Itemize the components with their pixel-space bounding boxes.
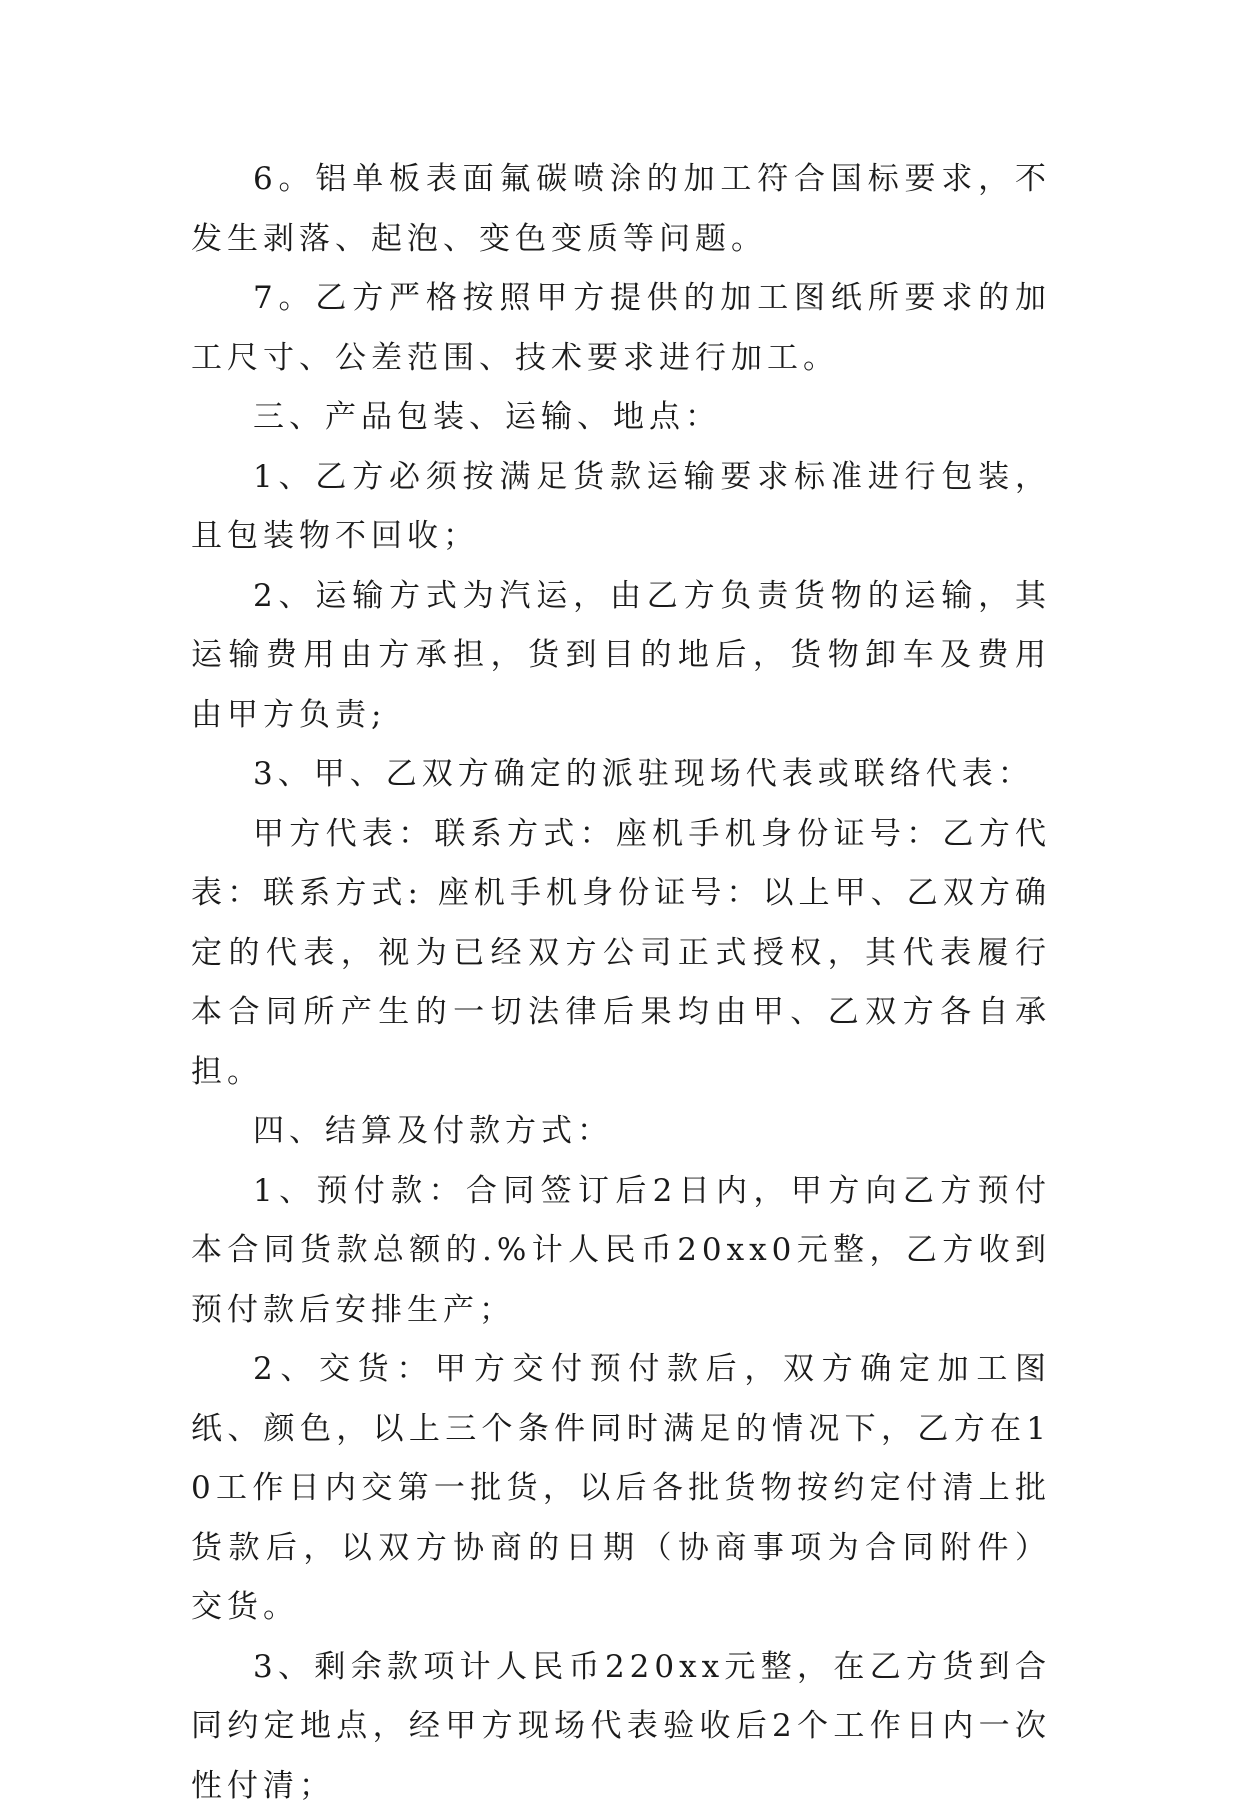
- clause-6-coating: 6。铝单板表面氟碳喷涂的加工符合国标要求，不发生剥落、起泡、变色变质等问题。: [191, 150, 1051, 269]
- clause-delivery: 2、交货：甲方交付预付款后，双方确定加工图纸、颜色，以上三个条件同时满足的情况下，乙方在10工作日内交第一批货，以后各批货物按约定付清上批货款后，以双方协商的日期（协商事项为合同附件）交货。: [191, 1340, 1051, 1638]
- clause-7-drawings: 7。乙方严格按照甲方提供的加工图纸所要求的加工尺寸、公差范围、技术要求进行加工。: [191, 269, 1051, 388]
- clause-prepayment: 1、预付款：合同签订后2日内，甲方向乙方预付本合同货款总额的.%计人民币20xx0元整，乙方收到预付款后安排生产；: [191, 1162, 1051, 1341]
- clause-representatives: 3、甲、乙双方确定的派驻现场代表或联络代表：: [191, 745, 1051, 805]
- clause-remaining-payment: 3、剩余款项计人民币220xx元整，在乙方货到合同约定地点，经甲方现场代表验收后2个工作日内一次性付清；: [191, 1638, 1051, 1816]
- representatives-details: 甲方代表：联系方式：座机手机身份证号：乙方代表：联系方式: 座机手机身份证号：以上甲、乙双方确定的代表，视为已经双方公司正式授权，其代表履行本合同所产生的一切法律后果均由甲、乙双方各自承担。: [191, 805, 1051, 1103]
- section-3-heading: 三、产品包装、运输、地点：: [191, 388, 1051, 448]
- clause-packaging: 1、乙方必须按满足货款运输要求标准进行包装，且包装物不回收；: [191, 448, 1051, 567]
- document-body: [191, 150, 1051, 1816]
- clause-transport: 2、运输方式为汽运，由乙方负责货物的运输，其运输费用由方承担，货到目的地后，货物卸车及费用由甲方负责;: [191, 567, 1051, 746]
- section-4-heading: 四、结算及付款方式：: [191, 1102, 1051, 1162]
